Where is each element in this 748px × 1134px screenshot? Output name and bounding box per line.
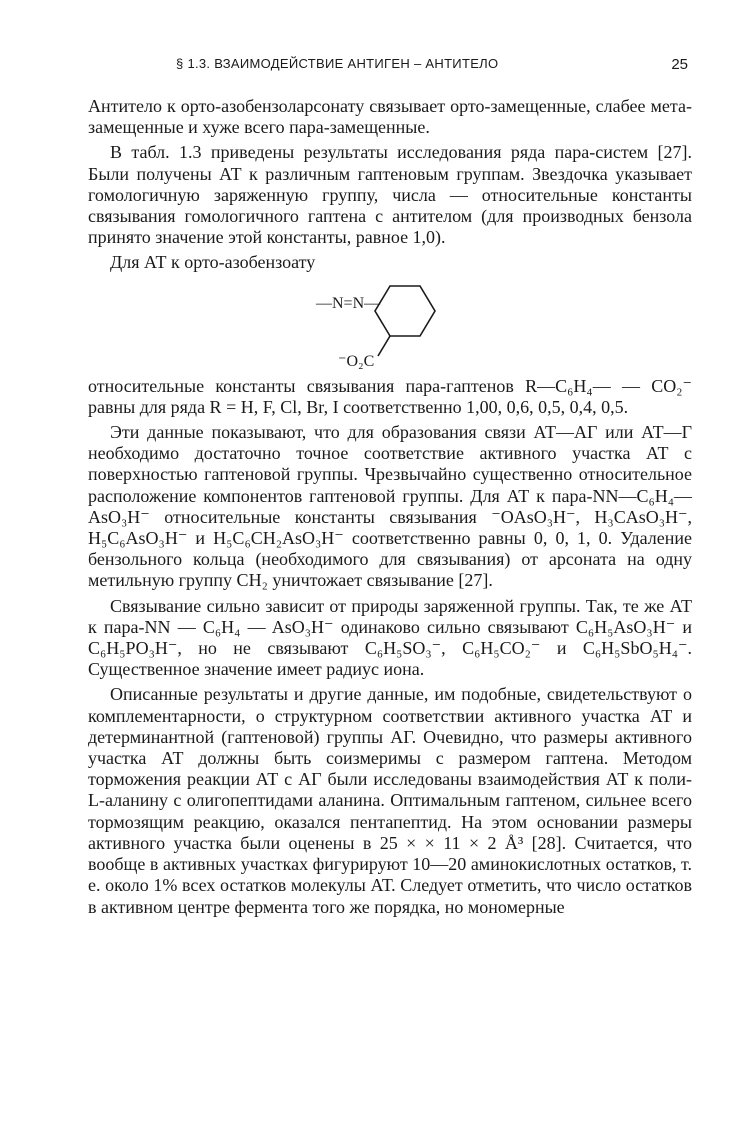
carboxylate-bond [378, 336, 390, 356]
cyclohexane-ring [375, 286, 435, 336]
carboxylate-label: ⁻O₂C [338, 352, 375, 370]
body-text [88, 96, 692, 922]
paragraph-2: В табл. 1.3 приведены результаты исследования ряда пара-систем [27]. Были получены АТ к различным гаптеновым группам. Звездочка указывает гомологичную заряженную группу, числа — относительные константы связывания гомологичного гаптена с антителом (для производных бензола принято значение этой константы, равное 1,0). [88, 142, 692, 248]
paragraph-3: Для АТ к орто-азобензоату [110, 252, 316, 273]
azo-group-label: —N=N— [316, 294, 381, 312]
paragraph-4: относительные константы связывания пара-гаптенов R—C₆H₄— — CO₂⁻ равны для ряда R = H, F, Cl, Br, I соответственно 1,00, 0,6, 0,5, 0,4, 0,5. [88, 375, 692, 417]
paragraph-5: Эти данные показывают, что для образования связи АТ—АГ или АТ—Г необходимо достаточно точное соответствие активного участка АТ с поверхностью гаптеновой группы. Чрезвычайно существенно относительное расположение компонентов гаптеновой группы. Для АТ к пара-NN—C₆H₄—AsO₃H⁻ относительные константы связывания ⁻OAsO₃H⁻, H₃CAsO₃H⁻, H₅C₆AsO₃H⁻ и H₅C₆CH₂AsO₃H⁻ соответственно равны 0, 0, 1, 0. Удаление бензольного кольца (необходимого для связывания) от арсоната на одну метильную группу CH₂ уничтожает связывание [27]. [88, 422, 692, 591]
paragraph-6: Связывание сильно зависит от природы заряженной группы. Так, те же АТ к пара-NN — C₆H₄ — AsO₃H⁻ одинаково сильно связывают C₆H₅AsO₃H⁻ и C₆H₅PO₃H⁻, но не связывают C₆H₅SO₃⁻, C₆H₅CO₂⁻ и C₆H₅SbO₅H₄⁻. Существенное значение имеет радиус иона. [88, 595, 692, 680]
paragraph-7: Описанные результаты и другие данные, им подобные, свидетельствуют о комплементарности, о структурном соответствии активного участка АТ и детерминантной (гаптеновой) группы АГ. Очевидно, что размеры активного участка АТ должны быть соизмеримы с размером гаптена. Методом торможения реакции АТ с АГ были исследованы взаимодействия АТ к поли-L-аланину с олигопептидами аланина. Оптимальным гаптеном, сильнее всего тормозящим реакцию, оказался пентапептид. На этом основании размеры активного участка были оценены в 25 × × 11 × 2 Å³ [28]. Считается, что вообще в активных участках фигурируют 10—20 аминокислотных остатков, т. е. около 1% всех остатков молекулы АТ. Следует отметить, что число остатков в активном центре фермента того же порядка, но мономерные [88, 684, 692, 917]
page-header [88, 56, 688, 80]
running-title: § 1.3. ВЗАИМОДЕЙСТВИЕ АНТИГЕН – АНТИТЕЛО [176, 56, 499, 71]
cyclohexane-diagram [88, 278, 692, 372]
page-number: 25 [671, 56, 688, 73]
paragraph-1: Антитело к орто-азобензоларсонату связывает орто-замещенные, слабее мета-замещенные и хуже всего пара-замещенные. [88, 96, 692, 138]
structural-formula [88, 278, 692, 372]
